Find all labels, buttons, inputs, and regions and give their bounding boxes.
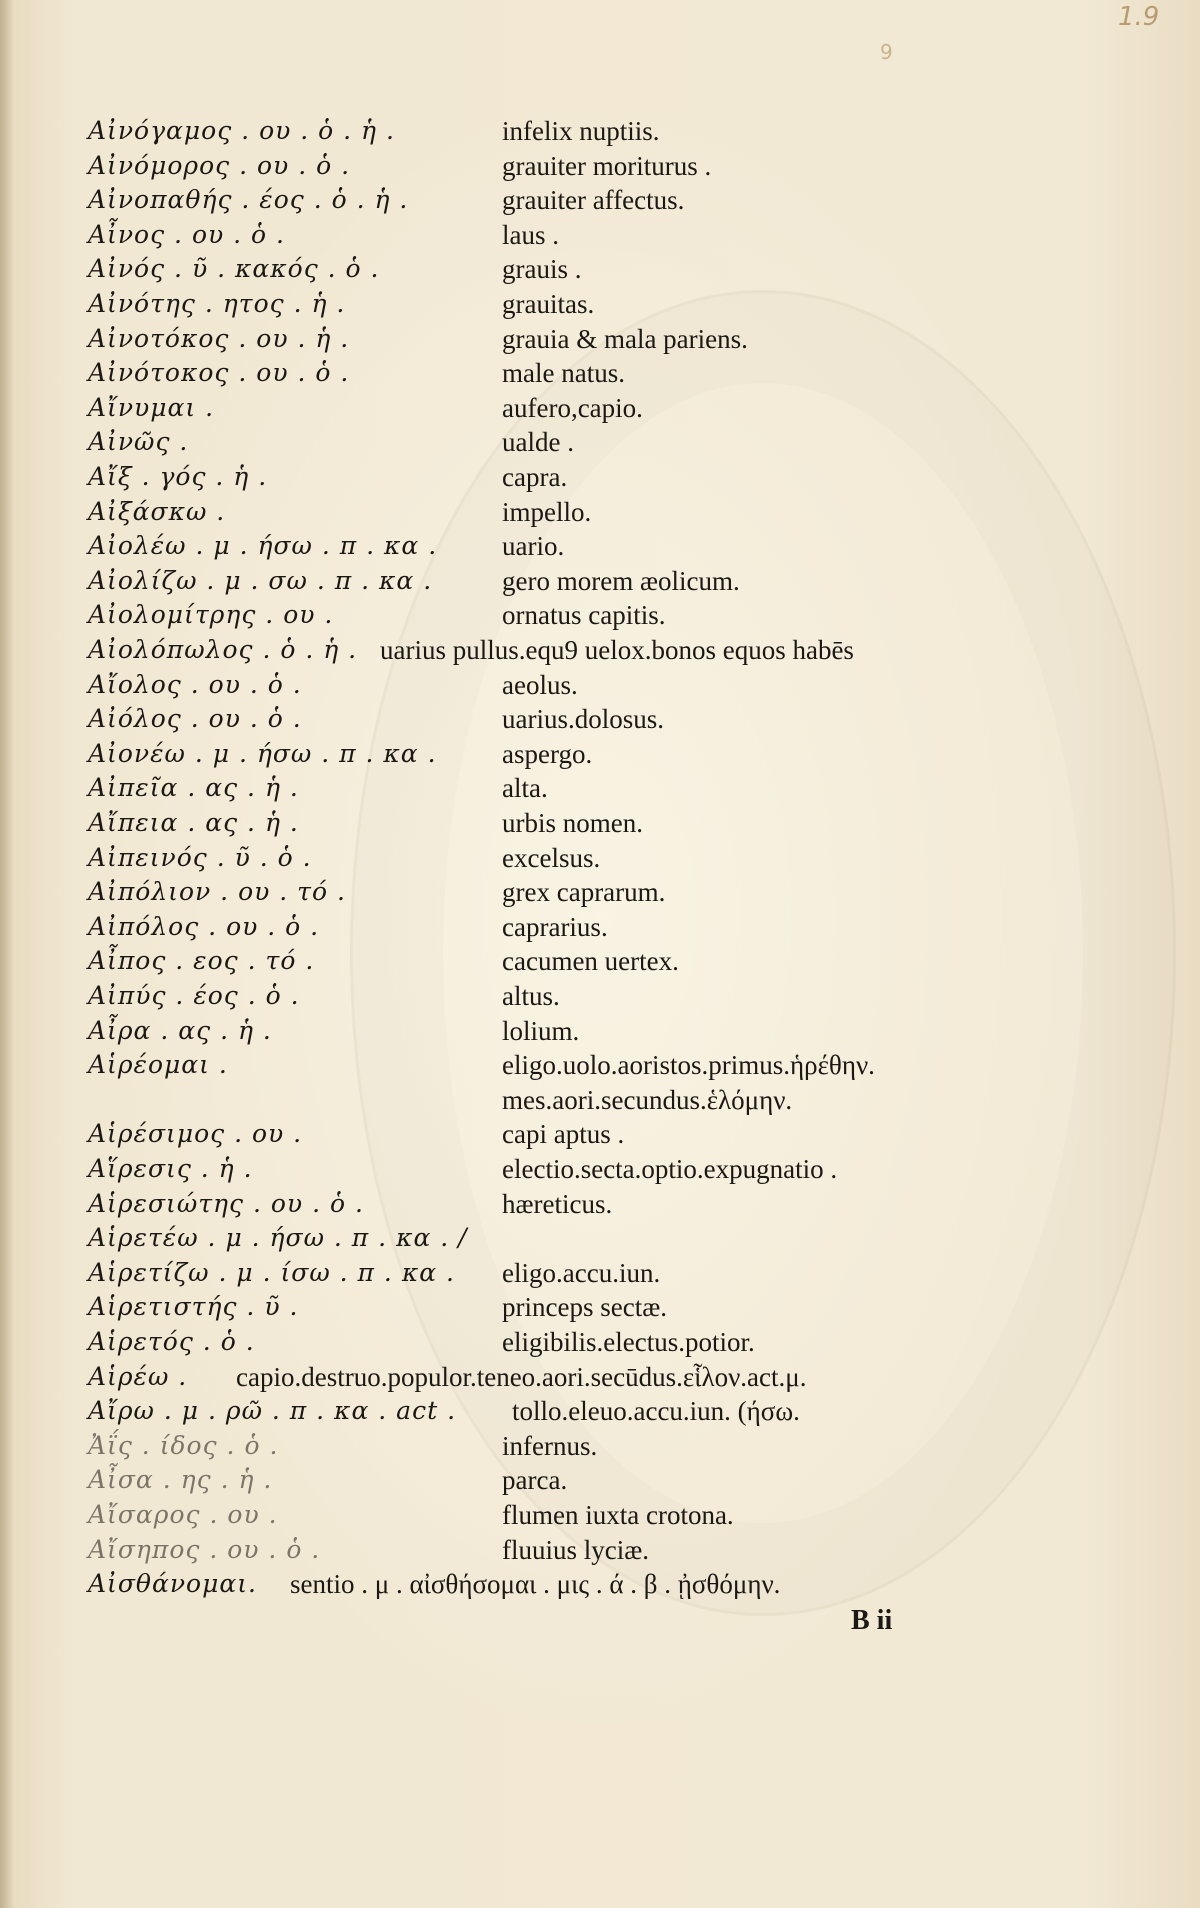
latin-gloss: laus . — [502, 220, 559, 250]
latin-gloss: eligo.uolo.aoristos.primus.ἡρέθην. — [502, 1050, 875, 1080]
greek-headword: Αἱρέω . — [88, 1362, 188, 1391]
lexicon-entry — [0, 425, 1200, 459]
lexicon-entry — [0, 564, 1200, 598]
lexicon-entry — [0, 1187, 1200, 1221]
latin-gloss: grauis . — [502, 254, 582, 284]
greek-headword: Αἰνόγαμος . ου . ὁ . ἡ . — [88, 116, 395, 145]
greek-headword: Αἶσα . ης . ἡ . — [88, 1465, 273, 1494]
lexicon-entry — [0, 1429, 1200, 1463]
latin-gloss: princeps sectæ. — [502, 1292, 667, 1322]
greek-headword: Αἰνοτόκος . ου . ἡ . — [88, 324, 350, 353]
greek-headword: Αἶρα . ας . ἡ . — [88, 1016, 272, 1045]
lexicon-entry — [0, 598, 1200, 632]
lexicon-entry — [0, 1117, 1200, 1151]
lexicon-entry — [0, 1325, 1200, 1359]
lexicon-entry — [0, 875, 1200, 909]
lexicon-entry — [0, 944, 1200, 978]
latin-gloss: male natus. — [502, 358, 625, 388]
lexicon-entry — [0, 495, 1200, 529]
lexicon-entry — [0, 356, 1200, 390]
latin-gloss: uarius.dolosus. — [502, 704, 664, 734]
greek-headword: Αἰπόλος . ου . ὁ . — [88, 912, 320, 941]
lexicon-entry — [0, 1360, 1200, 1394]
greek-headword: Αἴολος . ου . ὁ . — [88, 670, 302, 699]
lexicon-entry — [0, 287, 1200, 321]
lexicon-entry — [0, 183, 1200, 217]
greek-headword: Αἱρετίζω . μ . ίσω . π . κα . — [88, 1258, 456, 1287]
lexicon-entry — [0, 979, 1200, 1013]
greek-headword: Αἴπεια . ας . ἡ . — [88, 808, 299, 837]
lexicon-entry — [0, 1152, 1200, 1186]
latin-gloss: aspergo. — [502, 739, 593, 769]
lexicon-entry — [0, 1290, 1200, 1324]
greek-headword: Αἱρετιστής . ῦ . — [88, 1292, 299, 1321]
greek-headword: Αἰνοπαθής . έος . ὁ . ἡ . — [88, 185, 409, 214]
latin-gloss: cacumen uertex. — [502, 946, 679, 976]
latin-gloss: parca. — [502, 1465, 568, 1495]
greek-headword: Αἰσθάνομαι. — [88, 1569, 257, 1598]
greek-headword: Αἴσαρος . ου . — [88, 1500, 278, 1529]
lexicon-entry — [0, 1533, 1200, 1567]
latin-gloss: capio.destruo.populor.teneo.aori.secūdus.εἷλον.act.μ. — [236, 1362, 807, 1392]
greek-headword: Αἰνότης . ητος . ἡ . — [88, 289, 346, 318]
greek-headword: Αἰπεινός . ῦ . ὁ . — [88, 843, 312, 872]
latin-gloss: flumen iuxta crotona. — [502, 1500, 734, 1530]
folio-mark: 1.9 — [1118, 2, 1160, 32]
greek-headword: Αἶπος . εος . τό . — [88, 946, 315, 975]
lexicon-entry — [0, 391, 1200, 425]
greek-headword: Αἵρεσις . ἡ . — [88, 1154, 253, 1183]
greek-headword: Αἰπεῖα . ας . ἡ . — [88, 773, 299, 802]
greek-headword: Αἴσηπος . ου . ὁ . — [88, 1535, 321, 1564]
lexicon-entry — [0, 806, 1200, 840]
greek-headword: Αἰολομίτρης . ου . — [88, 600, 334, 629]
lexicon-entry — [0, 1463, 1200, 1497]
greek-headword: Αἰολέω . μ . ήσω . π . κα . — [88, 531, 438, 560]
greek-headword: Αἱρεσιώτης . ου . ὁ . — [88, 1189, 364, 1218]
lexicon-entry — [0, 149, 1200, 183]
latin-gloss: altus. — [502, 981, 560, 1011]
latin-gloss: grauia & mala pariens. — [502, 324, 748, 354]
latin-gloss: ualde . — [502, 427, 574, 457]
signature-mark: B ii — [851, 1605, 893, 1636]
latin-gloss: aeolus. — [502, 670, 578, 700]
latin-gloss: grauiter moriturus . — [502, 151, 712, 181]
greek-headword: Αἶνος . ου . ὁ . — [88, 220, 285, 249]
lexicon-entry — [0, 114, 1200, 148]
latin-gloss: sentio . μ . αἰσθήσομαι . μις . ά . β . ᾐσθόμην. — [290, 1569, 781, 1599]
lexicon-entry — [0, 322, 1200, 356]
lexicon-entry — [0, 1256, 1200, 1290]
latin-gloss: aufero,capio. — [502, 393, 643, 423]
latin-gloss: grauitas. — [502, 289, 595, 319]
greek-headword: Αἴνυμαι . — [88, 393, 215, 422]
latin-gloss: infelix nuptiis. — [502, 116, 660, 146]
lexicon-entry — [0, 702, 1200, 736]
lexicon-entry — [0, 252, 1200, 286]
latin-gloss: electio.secta.optio.expugnatio . — [502, 1154, 838, 1184]
latin-gloss: hæreticus. — [502, 1189, 613, 1219]
greek-headword: Αἰνόμορος . ου . ὁ . — [88, 151, 351, 180]
greek-headword: Αἰπόλιον . ου . τό . — [88, 877, 346, 906]
latin-gloss: impello. — [502, 497, 592, 527]
greek-headword: Αἱρέομαι . — [88, 1050, 228, 1079]
manuscript-mark: 9 — [880, 40, 893, 64]
latin-gloss: tollo.eleuo.accu.iun. (ήσω. — [512, 1396, 800, 1426]
greek-headword: Αἱρέσιμος . ου . — [88, 1119, 303, 1148]
latin-gloss: uarius pullus.equ9 uelox.bonos equos habēs — [380, 635, 854, 665]
latin-gloss: eligibilis.electus.potior. — [502, 1327, 755, 1357]
lexicon-entry — [0, 1048, 1200, 1082]
greek-headword: Αἰπύς . έος . ὁ . — [88, 981, 300, 1010]
latin-gloss: alta. — [502, 773, 548, 803]
latin-gloss: eligo.accu.iun. — [502, 1258, 661, 1288]
lexicon-entry — [0, 1394, 1200, 1428]
greek-headword: Αἰνός . ῦ . κακός . ὁ . — [88, 254, 380, 283]
greek-headword: Αἴρω . μ . ρῶ . π . κα . act . — [88, 1396, 457, 1425]
greek-headword: Αἰολόπωλος . ὁ . ἡ . — [88, 635, 358, 664]
latin-gloss: uario. — [502, 531, 565, 561]
lexicon-entry — [0, 460, 1200, 494]
latin-gloss: excelsus. — [502, 843, 601, 873]
latin-gloss: capra. — [502, 462, 568, 492]
latin-gloss: lolium. — [502, 1016, 580, 1046]
greek-headword: Αἰονέω . μ . ήσω . π . κα . — [88, 739, 437, 768]
greek-headword: Αἱρετέω . μ . ήσω . π . κα . / — [88, 1223, 468, 1252]
latin-gloss: infernus. — [502, 1431, 598, 1461]
greek-headword: Αἱρετός . ὁ . — [88, 1327, 255, 1356]
lexicon-entry — [0, 1014, 1200, 1048]
lexicon-entry — [0, 633, 1200, 667]
greek-headword: Ἀΐς . ίδος . ὁ . — [88, 1431, 279, 1460]
latin-gloss: gero morem æolicum. — [502, 566, 740, 596]
lexicon-entry — [0, 529, 1200, 563]
greek-headword: Αἰνῶς . — [88, 427, 189, 456]
greek-headword: Αἰόλος . ου . ὁ . — [88, 704, 302, 733]
latin-gloss: urbis nomen. — [502, 808, 643, 838]
latin-gloss: caprarius. — [502, 912, 608, 942]
lexicon-entry — [0, 737, 1200, 771]
greek-headword: Αἰολίζω . μ . σω . π . κα . — [88, 566, 433, 595]
latin-gloss: capi aptus . — [502, 1119, 625, 1149]
latin-gloss: fluuius lyciæ. — [502, 1535, 649, 1565]
lexicon-entry — [0, 841, 1200, 875]
latin-gloss: ornatus capitis. — [502, 600, 666, 630]
latin-gloss: grauiter affectus. — [502, 185, 685, 215]
lexicon-entry — [0, 1221, 1200, 1255]
latin-gloss: grex caprarum. — [502, 877, 666, 907]
lexicon-entry — [0, 1083, 1200, 1117]
lexicon-entry — [0, 218, 1200, 252]
latin-gloss: mes.aori.secundus.ἑλόμην. — [502, 1085, 793, 1115]
lexicon-entry — [0, 771, 1200, 805]
greek-headword: Αἰξάσκω . — [88, 497, 226, 526]
lexicon-entry — [0, 1498, 1200, 1532]
greek-headword: Αἰνότοκος . ου . ὁ . — [88, 358, 350, 387]
lexicon-entry — [0, 910, 1200, 944]
lexicon-entry — [0, 668, 1200, 702]
greek-headword: Αἴξ . γός . ἡ . — [88, 462, 268, 491]
lexicon-entry — [0, 1567, 1200, 1601]
